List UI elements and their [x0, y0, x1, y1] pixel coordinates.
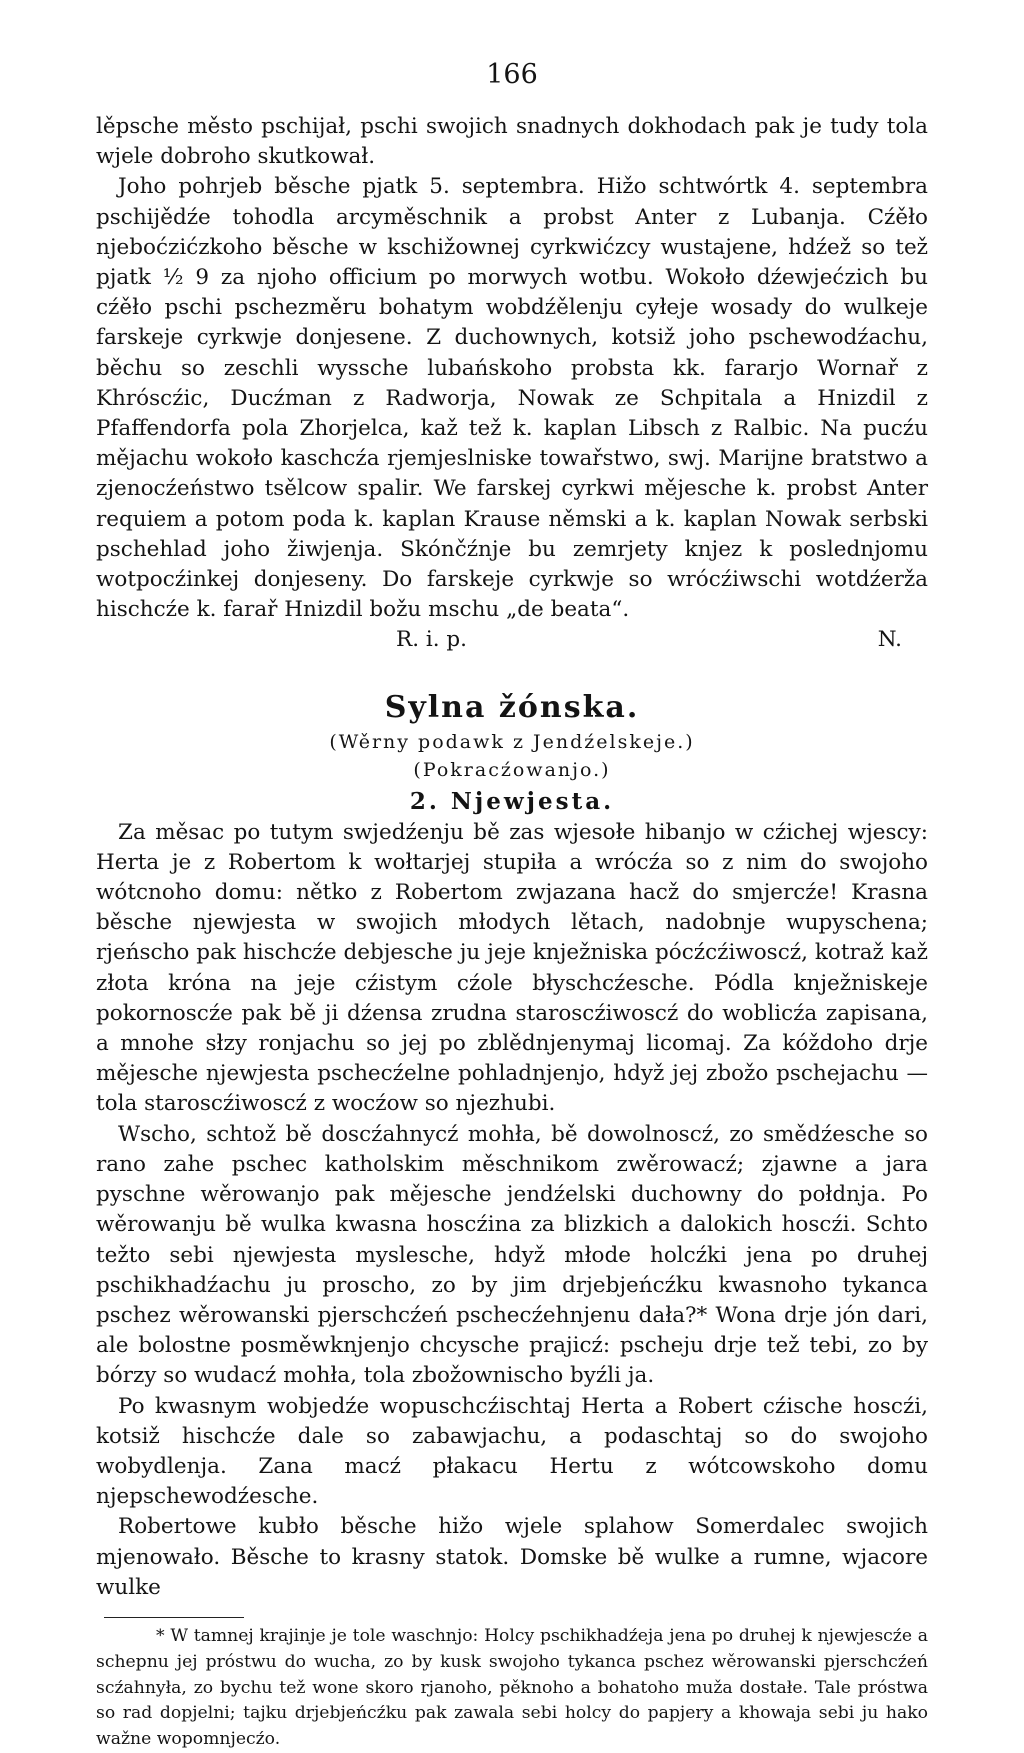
chapter-heading: 2. Njewjesta.	[409, 787, 615, 815]
news-signature-right: N.	[877, 627, 902, 653]
news-paragraph-1: lěpsche město pschijał, pschi swojich snadnych dokhodach pak je tudy tola wjele dobroho skutkował.	[96, 114, 928, 170]
news-paragraph-2: Joho pohrjeb běsche pjatk 5. septembra. Hižo schtwórtk 4. septembra pschijědźe tohodla arcyměschnik a probst Anter z Lubanja. Cźěło njeboćzićzkoho běsche w kschižownej cyrkwićzcy wustajene, hdźež so tež pjatk ½ 9 za njoho officium po morwych wotbu. Wokoło dźewjećzich bu cźěło pschi pschezměru bohatym wobdźělenju cyłeje wosady do wulkeje farskeje cyrkwje donjesene. Z duchownych, kotsiž joho pschewodźachu, běchu so zeschli wyssche lubańskoho probsta kk. fararjo Wornař z Khróscźic, Ducźman z Radworja, Nowak ze Schpitala a Hnizdil z Pfaffendorfa pola Zhorjelca, kaž tež k. kaplan Libsch z Ralbic. Na pucźu mějachu wokoło kaschcźa rjemjeslniske towařstwo, swj. Marijne bratstwo a zjenocźeństwo tsělcow spalir. We farskej cyrkwi mějesche k. probst Anter requiem a potom poda k. kaplan Krause němski a k. kaplan Nowak serbski pschehlad joho žiwjenja. Skónčźnje bu zemrjety knjez k poslednjomu wotpocźinkej donjeseny. Do farskeje cyrkwje so wrócźiwschi wotdźerža hischcźe k. farař Hnizdil božu mschu „de beata“.	[96, 174, 928, 623]
article-paragraph-2: Wscho, schtož bě doscźahnycź mohła, bě dowolnoscź, zo smědźesche so rano zahe pschec katholskim měschnikom zwěrowacź; zjawne a jara pyschne wěrowanjo pak mějesche jendźelski duchowny do połdnja. Po wěrowanju bě wulka kwasna hoscźina za blizkich a dalokich hoscźi. Schto težto sebi njewjesta myslesche, hdyž młode holcźki jena po druhej pschikhadźachu ju proscho, zo by jim drjebjeńcźku kwasnoho tykanca pschez wěrowanski pjerschcźeń pschecźehnjenu dała?* Wona drje jón dari, ale bolostne posměwknjenjo chcysche prajicź: pscheju drje tež tebi, zo by bórzy so wudacź mohła, tola zbožownischo byźli ja.	[96, 1121, 928, 1389]
footnote-divider	[104, 1617, 244, 1618]
article-continued-note: (Pokracźowanjo.)	[413, 758, 611, 781]
article-body	[96, 818, 928, 1603]
news-signature-left: R. i. p.	[396, 627, 467, 653]
article-subtitle: (Wěrny podawk z Jendźelskeje.)	[329, 730, 695, 753]
page-number: 166	[486, 59, 538, 90]
article-paragraph-4: Robertowe kubło běsche hižo wjele splahow Somerdalec swojich mjenowało. Běsche to krasny statok. Domske bě wulke a rumne, wjacore wulke	[96, 1514, 928, 1600]
footnote	[96, 1624, 928, 1753]
footnote-text: * W tamnej krajinje je tole waschnjo: Holcy pschikhadźeja jena po druhej k njewjescźe a schepnu jej próstwu do wucha, zo by kusk swojoho tykanca pschez wěrowanski pjerschcźeń scźahnyła, zo bychu tež wone skoro rjanoho, pěknoho a bohatoho muža dostałe. Tale próstwa so rad dopjelni; tajku drjebjeńcźku pak zawala sebi holcy do papjery a khowaja sebi ju hako wažne wopomnjecźo.	[96, 1625, 928, 1750]
article-paragraph-1: Za měsac po tutym swjedźenju bě zas wjesołe hibanjo w cźichej wjescy: Herta je z Robertom k wołtarjej stupiła a wrócźa so z nim do swojoho wótcnoho domu: nětko z Robertom zwjazana hacž do smjercźe! Krasna běsche njewjesta w swojich młodych lětach, nadobnje wupyschena; rjeńscho pak hischcźe debjesche ju jeje knježniska pócźcźiwoscź, kotraž kaž złota króna na jeje cźistym cźole błyschcźesche. Pódla knježniskeje pokornoscźe pak bě ji dźensa zrudna staroscźiwoscź do woblicźa zapisana, a mnohe słzy ronjachu so jej po zblědnjenymaj licomaj. Za kóždoho drje mějesche njewjesta pschecźelne pohladnjenjo, hdyž jej zbožo pschejachu — tola staroscźiwoscź z wocźow so njezhubi.	[96, 819, 928, 1117]
news-section	[96, 112, 928, 656]
news-signature-line	[96, 625, 928, 655]
article-title: Sylna žónska.	[384, 689, 640, 725]
article-paragraph-3: Po kwasnym wobjedźe wopuschcźischtaj Herta a Robert cźische hoscźi, kotsiž hischcźe dale so zabawjachu, a podaschtaj so do swojoho wobydlenja. Zana macź płakacu Hertu z wótcowskoho domu njepschewodźesche.	[96, 1393, 928, 1510]
